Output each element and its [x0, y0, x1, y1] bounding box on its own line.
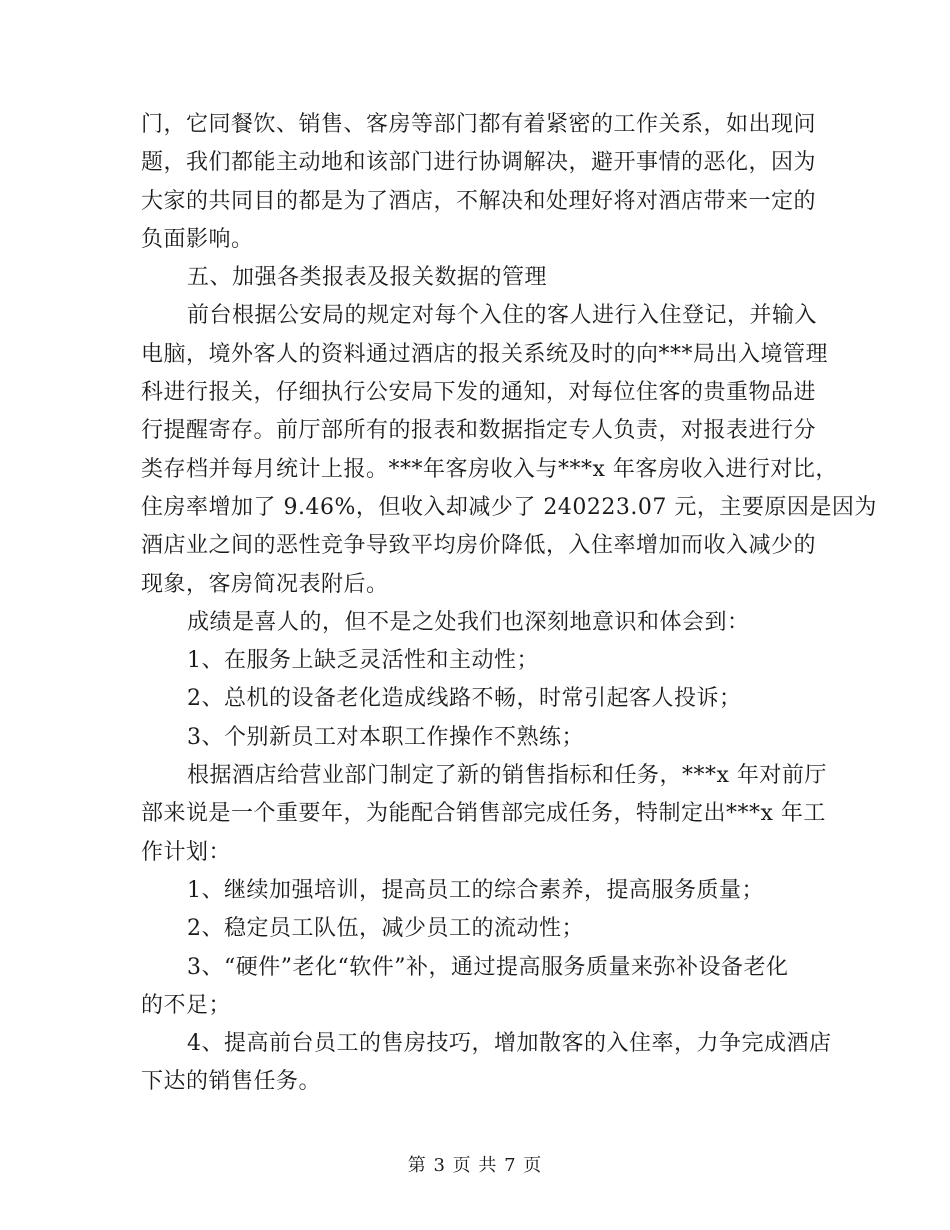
text-line: 前台根据公安局的规定对每个入住的客人进行入住登记，并输入 [187, 303, 818, 329]
text-line: 作计划： [141, 839, 232, 865]
text-line: 成绩是喜人的，但不是之处我们也深刻地意识和体会到： [187, 609, 750, 635]
text-line: 部来说是一个重要年，为能配合销售部完成任务，特制定出***x 年工 [141, 801, 826, 827]
text-line: 1、继续加强培训，提高员工的综合素养，提高服务质量； [187, 877, 764, 903]
text-line: 3、个别新员工对本职工作操作不熟练； [187, 724, 584, 750]
text-line: 现象，客房简况表附后。 [141, 571, 389, 597]
text-line: 酒店业之间的恶性竞争导致平均房价降低，入住率增加而收入减少的 [141, 533, 817, 559]
document-body [141, 106, 877, 1102]
text-line: 大家的共同目的都是为了酒店，不解决和处理好将对酒店带来一定的 [141, 188, 817, 214]
text-line: 行提醒寄存。前厅部所有的报表和数据指定专人负责，对报表进行分 [141, 418, 817, 444]
text-line: 电脑，境外客人的资料通过酒店的报关系统及时的向***局出入境管理 [141, 341, 829, 367]
text-line: 1、在服务上缺乏灵活性和主动性； [187, 648, 539, 674]
page-number-footer: 第 3 页 共 7 页 [407, 1155, 543, 1176]
text-line: 4、提高前台员工的售房技巧，增加散客的入住率，力争完成酒店 [187, 1031, 832, 1057]
text-line: 的不足； [141, 992, 232, 1018]
text-line: 负面影响。 [141, 226, 254, 252]
text-line: 2、稳定员工队伍，减少员工的流动性； [187, 916, 584, 942]
text-line: 3、“硬件”老化“软件”补，通过提高服务质量来弥补设备老化 [187, 954, 789, 980]
text-line: 下达的销售任务。 [141, 1069, 322, 1095]
text-line: 根据酒店给营业部门制定了新的销售指标和任务，***x 年对前厅 [187, 763, 827, 789]
text-line: 题，我们都能主动地和该部门进行协调解决，避开事情的恶化，因为 [141, 150, 817, 176]
text-line: 住房率增加了 9.46%，但收入却减少了 240223.07 元，主要原因是因为 [141, 494, 877, 520]
text-line: 五、加强各类报表及报关数据的管理 [187, 265, 548, 291]
text-line: 2、总机的设备老化造成线路不畅，时常引起客人投诉； [187, 686, 742, 712]
text-line: 类存档并每月统计上报。***年客房收入与***x 年客房收入进行对比， [141, 456, 838, 482]
text-line: 科进行报关，仔细执行公安局下发的通知，对每位住客的贵重物品进 [141, 380, 817, 406]
text-line: 门，它同餐饮、销售、客房等部门都有着紧密的工作关系，如出现问 [141, 112, 817, 137]
